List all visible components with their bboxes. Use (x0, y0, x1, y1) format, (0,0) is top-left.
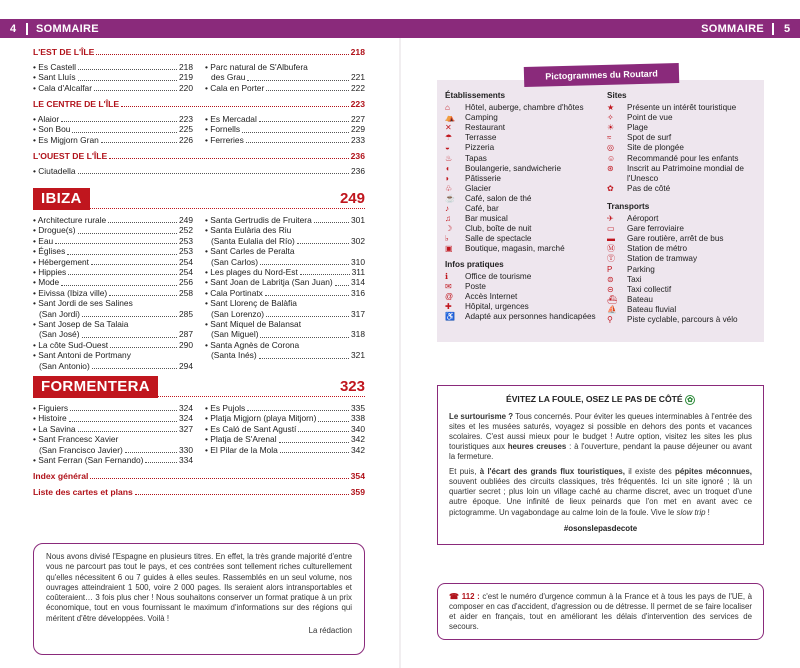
toc-entry[interactable]: • Eivissa (Ibiza ville) 258 (33, 287, 193, 298)
toc-section-ouest[interactable]: L'OUEST DE L'ÎLE 236 (33, 151, 365, 161)
toc-part-ibiza[interactable] (33, 188, 365, 210)
pictogram-icon: ⛴ (607, 294, 618, 304)
pictogram-label: Accès Internet (465, 291, 518, 301)
toc-entry[interactable]: • Histoire 324 (33, 413, 193, 424)
toc-entry[interactable]: • Es Migjorn Gran 226 (33, 134, 193, 145)
pictogram-icon: ◖ (445, 163, 450, 173)
part-title-formentera: FORMENTERA (33, 376, 158, 398)
toc-ibiza-entries (33, 215, 365, 371)
pictogram-icon: ◎ (607, 143, 614, 153)
pictogram-item (607, 133, 759, 143)
pictogram-label: Restaurant (465, 123, 506, 133)
pictogram-label: Taxi collectif (627, 284, 672, 294)
pictogram-icon: ⊝ (607, 284, 614, 294)
toc-entry[interactable]: (Santa Eulalia del Río) 302 (211, 235, 365, 246)
pictogram-item (445, 123, 605, 133)
pictogram-label: Bateau fluvial (627, 304, 677, 314)
pictogram-label: Gare ferroviaire (627, 224, 684, 234)
overtourism-title: ÉVITEZ LA FOULE, OSEZ LE PAS DE CÔTÉ ✿ (449, 394, 752, 405)
toc-entry[interactable]: (Santa Inés) 321 (211, 350, 365, 361)
pictogram-label: Station de tramway (627, 254, 698, 264)
pictogram-icon: ✉ (445, 281, 452, 291)
pictogram-icon: ☂ (445, 133, 453, 143)
toc-index[interactable]: Index général 354 (33, 471, 365, 481)
pictogram-col-right (607, 91, 759, 325)
pictogram-item (445, 133, 605, 143)
pictogram-icon: ▭ (607, 224, 615, 234)
toc-entry[interactable]: • Sant Miquel de Balansat (205, 319, 302, 330)
toc-entry[interactable]: • Cala d'Alcalfar 220 (33, 82, 193, 93)
etablissements-heading: Établissements (445, 91, 506, 100)
toc-entry[interactable]: • Sant Antoni de Portmany (33, 350, 131, 361)
left-page-header (0, 19, 400, 38)
transports-heading: Transports (607, 201, 650, 211)
pictogram-label: Café, bar (465, 204, 499, 214)
toc-entry[interactable]: • El Pilar de la Mola 342 (205, 444, 365, 455)
part-page-ibiza: 249 (339, 190, 365, 207)
pictogram-icon: ⌂ (445, 103, 450, 113)
toc-entry[interactable]: (San José) 287 (39, 329, 193, 340)
pictogram-item (445, 154, 605, 164)
pictogram-label: Pizzeria (465, 143, 495, 153)
emergency-text: c'est le numéro d'urgence commun à la France et à tous les pays de l'UE, à composer en cas d'accident, d'agression ou de détresse. Il permet de se faire localiser et aider en français, tout en améliorant les délais d'intervention des services de secours. (449, 592, 753, 632)
pictogram-icon: ▬ (607, 234, 615, 244)
pictogram-icon: ✧ (607, 113, 614, 123)
right-page-title: SOMMAIRE (701, 22, 764, 35)
pictogram-icon: ☕ (445, 193, 455, 203)
page-gutter (399, 38, 401, 668)
pictogram-item (607, 184, 759, 194)
pictogram-item (607, 113, 759, 123)
pictogram-label: Recommandé pour les enfants (627, 153, 739, 163)
pictogram-item (445, 272, 605, 282)
pictogram-icon: ⛵ (607, 304, 617, 314)
pictogram-label: Tapas (465, 153, 487, 163)
toc-entry[interactable]: • Hébergement 254 (33, 256, 193, 267)
toc-est-entries (33, 62, 365, 93)
pictogram-label: Inscrit au Patrimoine mondial de l'Unesco (627, 163, 744, 183)
pictogram-label: Aéroport (627, 214, 659, 224)
pictogram-item (445, 292, 605, 302)
pictogram-item (607, 214, 759, 224)
toc-entry[interactable]: • Platja Migjorn (playa Mitjorn) 338 (205, 413, 365, 424)
pictogram-item (607, 143, 759, 153)
pictogram-icon: ▣ (445, 244, 453, 254)
toc-ouest-entries (33, 166, 365, 176)
toc-entry[interactable]: (San Francisco Javier) 330 (39, 444, 193, 455)
toc-entry[interactable]: • Es Pujols 335 (205, 403, 365, 413)
pictogram-label: Gare routière, arrêt de bus (627, 234, 724, 244)
toc-part-formentera[interactable] (33, 376, 365, 398)
toc-entry[interactable]: • Sant Llorenç de Balàfia (205, 298, 297, 309)
pictogram-item (607, 103, 759, 113)
pictogram-icon: P (607, 264, 613, 274)
toc-entry[interactable]: • La côte Sud-Ouest 290 (33, 339, 193, 350)
pictogram-label: Pas de côté (627, 183, 671, 193)
pictogram-label: Poste (465, 281, 486, 291)
pictogram-label: Terrasse (465, 133, 497, 143)
pictogram-label: Café, salon de thé (465, 193, 532, 203)
toc-formentera-entries (33, 403, 365, 465)
toc-centre-entries (33, 114, 365, 145)
toc-entry[interactable]: • Santa Gertrudis de Fruitera 301 (205, 215, 365, 225)
pictogram-icon: ♪ (445, 204, 449, 214)
toc-entry[interactable]: • Sant Lluís 219 (33, 72, 193, 83)
left-page-number: 4 (0, 23, 28, 35)
pictogram-item (445, 234, 605, 244)
toc-entry[interactable]: • Sant Francesc Xavier (33, 434, 119, 445)
pictogram-item (445, 103, 605, 113)
pictogram-item (445, 113, 605, 123)
pictogram-icon: ♭ (445, 234, 449, 244)
toc-entry[interactable]: • Les plages du Nord-Est 311 (205, 267, 365, 278)
pictogram-label: Hôtel, auberge, chambre d'hôtes (465, 103, 584, 113)
part-title-ibiza: IBIZA (33, 188, 90, 210)
pictogram-item (607, 265, 759, 275)
pictogram-icon: Ⓜ (607, 244, 615, 254)
toc-entry[interactable]: • Es Caló de Sant Agustí 340 (205, 423, 365, 434)
pictogram-item (607, 234, 759, 244)
pictogram-label: Glacier (465, 183, 491, 193)
toc-entry[interactable]: • Santa Agnès de Corona (205, 339, 300, 350)
pictogram-label: Site de plongée (627, 143, 684, 153)
pictogram-icon: ♿ (445, 311, 455, 321)
pictogram-col-left (445, 91, 605, 322)
editorial-note (33, 543, 365, 655)
editorial-note-signature: La rédaction (308, 626, 352, 636)
pictogram-item (445, 194, 605, 204)
toc-entry[interactable]: • Santa Eulària des Riu (205, 225, 292, 236)
pictogram-item (607, 315, 759, 325)
pictogram-icon: ≈ (607, 133, 612, 143)
pictogram-icon: ⊜ (607, 274, 614, 284)
pictogram-item (445, 204, 605, 214)
pictogram-item (445, 174, 605, 184)
toc-entry[interactable]: • Sant Carles de Peralta (205, 246, 295, 257)
pictogram-item (445, 143, 605, 153)
toc-entry[interactable]: • Figuiers 324 (33, 403, 193, 413)
toc-entry[interactable]: • Églises 253 (33, 246, 193, 257)
pictogram-icon: ⊛ (607, 163, 614, 173)
pictogram-item (445, 224, 605, 234)
pictogram-icon: ♨ (445, 153, 453, 163)
toc-entry[interactable]: des Grau 221 (211, 72, 365, 83)
pictogram-label: Plage (627, 123, 648, 133)
overtourism-paragraph-1: Le surtourisme ? Tous concernés. Pour éviter les queues interminables à l'entrée des sites et les musées saturés, voyagez si possible en dehors des ponts et vacances scolaires. C'est aussi mieux pour le budget ! Autre option, visitez les sites les plus touristiques aux heures creuses : à l'ouverture, pendant la pause déjeuner ou avant la fermeture. (449, 411, 753, 462)
toc-entry[interactable]: • Alaior 223 (33, 114, 193, 124)
pictogram-item (445, 184, 605, 194)
pictogram-label: Bar musical (465, 214, 508, 224)
toc-section-est[interactable]: L'EST DE L'ÎLE 218 (33, 47, 365, 57)
toc-entry[interactable]: • Mode 256 (33, 277, 193, 288)
overtourism-hashtag: #osonslepasdecote (563, 523, 638, 533)
right-page-number: 5 (772, 23, 800, 35)
toc-entry[interactable]: • Es Mercadal 227 (205, 114, 365, 124)
pictogram-icon: ♧ (445, 183, 453, 193)
pictogram-icon: ◒ (445, 143, 450, 153)
pictogram-label: Adapté aux personnes handicapées (465, 311, 596, 321)
pictogram-label: Parking (627, 264, 655, 274)
toc-entry[interactable]: • Son Bou 225 (33, 124, 193, 135)
pictogram-icon: ☺ (607, 153, 616, 163)
part-page-formentera: 323 (339, 378, 365, 395)
pictogram-icon: ◗ (445, 173, 450, 183)
pictogram-label: Spot de surf (627, 133, 672, 143)
toc-entry[interactable]: • La Savina 327 (33, 423, 193, 434)
pictogram-label: Présente un intérêt touristique (627, 103, 737, 113)
pictogram-icon: ✈ (607, 214, 614, 224)
toc-entry[interactable]: • Sant Joan de Labritja (San Juan) 314 (205, 277, 365, 288)
pictogram-label: Boulangerie, sandwicherie (465, 163, 562, 173)
pictogram-label: Salle de spectacle (465, 234, 532, 244)
pictogram-item (607, 154, 759, 164)
pictogram-item (445, 282, 605, 292)
toc-entry[interactable]: • Cala Portinatx 316 (205, 287, 365, 298)
pictogram-icon: ⚲ (607, 314, 613, 324)
pictogram-label: Taxi (627, 274, 642, 284)
toc-entry[interactable]: • Sant Ferran (San Fernando) 334 (33, 455, 193, 466)
toc-entry[interactable]: • Fornells 229 (205, 124, 365, 135)
pictogram-item (607, 275, 759, 285)
toc-entry[interactable]: • Hippies 254 (33, 267, 193, 278)
pictogram-item (607, 305, 759, 315)
infos-heading: Infos pratiques (445, 259, 504, 269)
toc-entry[interactable]: • Architecture rurale 249 (33, 215, 193, 225)
pas-de-cote-icon: ✿ (685, 395, 695, 405)
pictogram-title: Pictogrammes du Routard (524, 63, 679, 87)
pictogram-label: Office de tourisme (465, 271, 532, 281)
toc-entry[interactable]: • Cala en Porter 222 (205, 82, 365, 93)
toc-cartes[interactable]: Liste des cartes et plans 359 (33, 487, 365, 497)
pictogram-icon: ✕ (445, 123, 452, 133)
pictogram-icon: ☀ (607, 123, 615, 133)
pictogram-label: Pâtisserie (465, 173, 501, 183)
emergency-box (437, 583, 764, 640)
toc-entry[interactable]: • Eau 253 (33, 235, 193, 246)
pictogram-label: Station de métro (627, 244, 688, 254)
toc-entry[interactable]: • Ciutadella 236 (33, 166, 365, 176)
pictogram-item (607, 254, 759, 264)
toc-entry[interactable]: • Drogue(s) 252 (33, 225, 193, 236)
pictogram-item (607, 224, 759, 234)
pictogram-icon: ✚ (445, 301, 452, 311)
right-page-header (400, 19, 800, 38)
pictogram-label: Camping (465, 113, 498, 123)
overtourism-paragraph-2: Et puis, à l'écart des grands flux touristiques, il existe des pépites méconnues, souvent oubliées des circuits classiques, très fréquentés. Ici un site ignoré ; là un quartier secret ; plus loin un village caché au charme discret, avec un troquet d'une autre époque. Une infinité de lieux peinards que l'on met en avant avec ce pictogramme. Un vagabondage au calme loin de la foule. Vive le slow trip ! (449, 467, 752, 517)
toc-entry[interactable]: (San Carlos) 310 (211, 256, 365, 267)
toc-entry[interactable]: (San Antonio) 294 (39, 360, 193, 371)
pictogram-item (445, 312, 605, 322)
pictogram-item (445, 244, 605, 254)
toc-entry[interactable]: (San Jordi) 285 (39, 308, 193, 319)
toc-entry[interactable]: (San Miguel) 318 (211, 329, 365, 340)
pictogram-icon: ⛺ (445, 113, 455, 123)
toc-entry[interactable]: • Es Castell 218 (33, 62, 193, 72)
pictogram-icon: @ (445, 291, 454, 301)
pictogram-icon: ✿ (607, 183, 614, 193)
pictogram-item (607, 123, 759, 133)
pictogram-item (445, 214, 605, 224)
pictogram-item (445, 164, 605, 174)
pictogram-item (607, 285, 759, 295)
pictogram-label: Bateau (627, 294, 653, 304)
toc-entry[interactable]: • Sant Josep de Sa Talaia (33, 319, 129, 330)
toc-entry[interactable]: • Sant Jordi de ses Salines (33, 298, 133, 309)
emergency-number: ☎ 112 : (449, 592, 480, 601)
overtourism-box (437, 385, 764, 545)
pictogram-label: Piste cyclable, parcours à vélo (627, 314, 738, 324)
pictogram-icon: ☽ (445, 224, 453, 234)
pictogram-item (445, 302, 605, 312)
toc-entry[interactable]: (San Lorenzo) 317 (211, 308, 365, 319)
toc-entry[interactable]: • Parc natural de S'Albufera (205, 62, 308, 72)
pictogram-icon: ★ (607, 103, 615, 113)
pictogram-icon: ♫ (445, 214, 451, 224)
toc-entry[interactable]: • Ferreries 233 (205, 134, 365, 145)
pictogram-item (607, 244, 759, 254)
editorial-note-text: Nous avons divisé l'Espagne en plusieurs titres. En effet, la très grande majorité d'entre vous ne parcourt pas tout le pays, et ces contrées sont tellement riches culturellement qu'elles nécessitent 6 ou 7 guides à elles seules. Rassemblés en un seul volume, nos ouvrages atteindraient 1 500, voire 2 000 pages. Ils seraient alors intransportables et coûteraient… 3 fois plus cher ! Nous souhaitons conserver un format pratique à un prix économique, tout en vous fournissant le maximum d'informations sur des régions qui méritent d'être développées. Voilà ! (46, 552, 352, 623)
pictogram-item (607, 295, 759, 305)
sites-heading: Sites (607, 91, 627, 100)
pictogram-icon: ℹ (445, 271, 449, 281)
pictogram-label: Point de vue (627, 113, 673, 123)
left-page-title: SOMMAIRE (36, 22, 99, 35)
pictogram-label: Hôpital, urgences (465, 301, 529, 311)
pictogram-label: Club, boîte de nuit (465, 224, 532, 234)
toc-entry[interactable]: • Platja de S'Arenal 342 (205, 434, 365, 445)
toc-section-centre[interactable]: LE CENTRE DE L'ÎLE 223 (33, 99, 365, 109)
pictogram-icon: Ⓣ (607, 254, 615, 264)
pictogram-label: Boutique, magasin, marché (465, 244, 565, 254)
pictogram-item (607, 164, 759, 184)
